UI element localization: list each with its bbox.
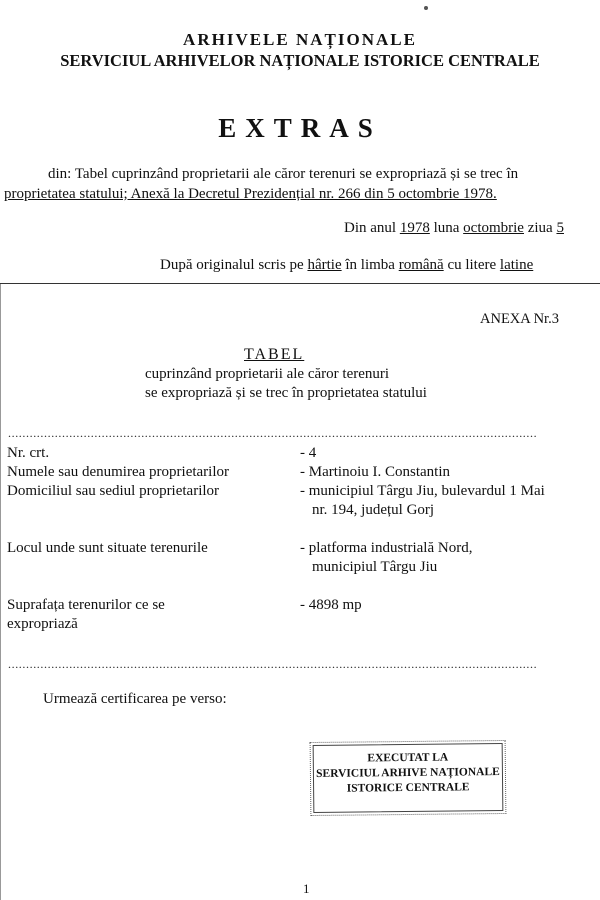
certification-note: Urmează certificarea pe verso: [43, 691, 227, 707]
row-label-owner-address: Domiciliul sau sediul proprietarilor [7, 483, 220, 499]
stamp-line3: ISTORICE CENTRALE [346, 781, 470, 795]
row-label-land-area-cont: expropriază [7, 616, 78, 632]
document-title: EXTRAS [218, 113, 382, 143]
source-description-line2: proprietatea statului; Anexă la Decretul Prezidențial nr. 266 din 5 octombrie 1978. [4, 186, 497, 202]
row-value-owner-address-cont: nr. 194, județul Gorj [312, 502, 435, 518]
table-title: TABEL [244, 346, 305, 363]
scan-speck [424, 6, 428, 10]
annex-number: ANEXA Nr.3 [480, 311, 559, 327]
row-value-nr: - 4 [300, 445, 317, 461]
date-day: 5 [556, 220, 564, 236]
original-line [160, 257, 533, 274]
row-value-owner-name: - Martinoiu I. Constantin [300, 464, 450, 480]
date-month-label: luna [433, 220, 460, 236]
original-language: română [398, 257, 444, 273]
dotted-separator-bottom: ................................................................................................................................................... [8, 657, 538, 671]
original-medium: hârtie [307, 257, 342, 273]
date-year: 1978 [399, 220, 430, 236]
row-label-land-area: Suprafața terenurilor ce se [7, 597, 165, 613]
archive-header-line2: SERVICIUL ARHIVELOR NAȚIONALE ISTORICE CENTRALE [60, 51, 540, 70]
date-line [344, 220, 564, 237]
row-value-owner-address: - municipiul Târgu Jiu, bulevardul 1 Mai [300, 483, 545, 499]
date-prefix: Din anul [344, 220, 397, 236]
date-month: octombrie [463, 220, 524, 236]
original-script-label: cu litere [447, 257, 497, 273]
original-script: latine [499, 257, 534, 273]
archive-header-line1: ARHIVELE NAȚIONALE [183, 30, 417, 49]
row-label-land-location: Locul unde sunt situate terenurile [7, 540, 208, 556]
date-day-label: ziua [527, 220, 553, 236]
row-value-land-location: - platforma industrială Nord, [300, 540, 473, 556]
page-number: 1 [303, 881, 310, 896]
original-prefix: După originalul scris pe [160, 257, 304, 273]
row-label-owner-name: Numele sau denumirea proprietarilor [7, 464, 229, 480]
table-subtitle-line1: cuprinzând proprietarii ale căror terenuri [145, 366, 390, 382]
archive-stamp [313, 743, 504, 813]
row-value-land-location-cont: municipiul Târgu Jiu [312, 559, 438, 575]
left-border-line [0, 283, 1, 900]
row-value-land-area: - 4898 mp [300, 597, 362, 613]
stamp-line1: EXECUTAT LA [367, 751, 449, 765]
source-description-line1: din: Tabel cuprinzând proprietarii ale căror terenuri se expropriază și se trec în [48, 166, 519, 182]
original-lang-label: în limba [345, 257, 395, 273]
dotted-separator-top: ................................................................................................................................................... [8, 426, 538, 440]
header-divider [0, 283, 600, 284]
row-label-nr: Nr. crt. [7, 445, 50, 461]
stamp-line2: SERVICIUL ARHIVE NAȚIONALE [316, 766, 500, 780]
table-subtitle-line2: se expropriază și se trec în proprietatea statului [145, 385, 427, 401]
